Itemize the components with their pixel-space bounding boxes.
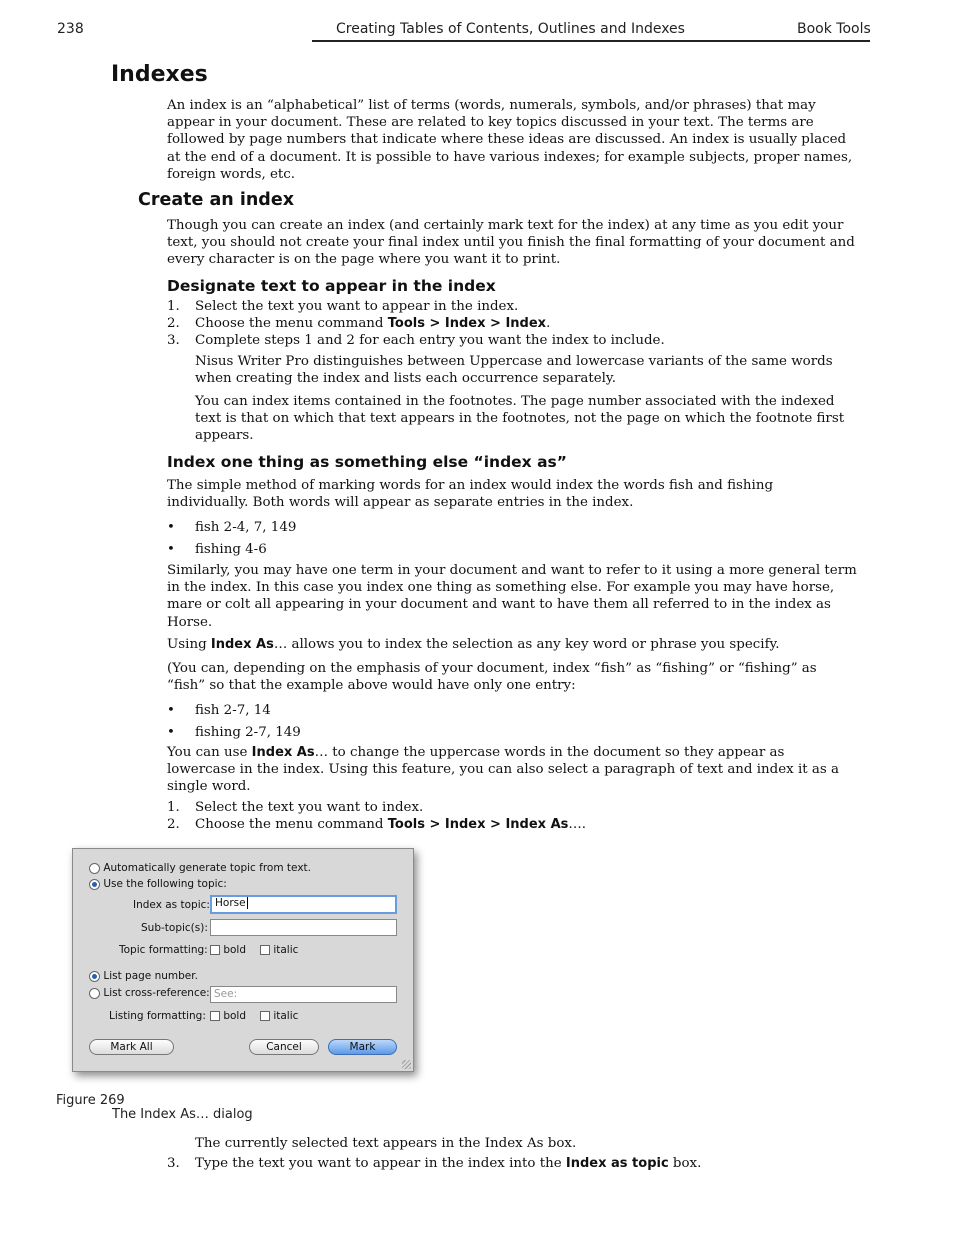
step-text: Complete steps 1 and 2 for each entry you want the index to include. bbox=[195, 333, 665, 348]
topic-italic-checkbox[interactable]: italic bbox=[260, 944, 298, 956]
radio-selected-icon bbox=[89, 879, 100, 890]
list-item bbox=[167, 315, 550, 332]
index-as-paragraph-5: You can use Index As… to change the uppercase words in the document so they appear as lowercase in the index. Using this feature, you can also select a paragraph of text and index it as a single word. bbox=[167, 745, 839, 795]
case-note: Nisus Writer Pro distinguishes between Uppercase and lowercase variants of the same words when creating the index and lists each occurrence separately. bbox=[195, 354, 833, 387]
step-text: Choose the menu command bbox=[195, 316, 388, 331]
step-number: 3. bbox=[167, 333, 180, 348]
radio-icon bbox=[89, 988, 100, 999]
step-text: Select the text you want to appear in the index. bbox=[195, 299, 519, 314]
step-number: 2. bbox=[167, 316, 180, 331]
bullet-text: fishing 2-7, 149 bbox=[195, 725, 301, 740]
selected-text-note: The currently selected text appears in the Index As box. bbox=[195, 1136, 577, 1151]
bullet-text: fish 2-7, 14 bbox=[195, 703, 271, 718]
step-number: 3. bbox=[167, 1156, 180, 1171]
step-number: 1. bbox=[167, 299, 180, 314]
field-name: Index as topic bbox=[565, 1156, 669, 1171]
listing-formatting-label: Listing formatting: bbox=[109, 1010, 206, 1022]
mark-button[interactable]: Mark bbox=[328, 1039, 397, 1055]
bullet-text: fish 2-4, 7, 149 bbox=[195, 520, 297, 535]
list-item: • fishing 4-6 bbox=[167, 542, 267, 557]
section-title: Book Tools bbox=[797, 21, 871, 37]
index-as-dialog bbox=[72, 848, 414, 1072]
create-index-heading: Create an index bbox=[138, 190, 294, 210]
checkbox-icon bbox=[260, 1011, 270, 1021]
radio-use-topic[interactable]: Use the following topic: bbox=[89, 878, 227, 890]
list-item: • fish 2-7, 14 bbox=[167, 703, 271, 718]
subtopic-label: Sub-topic(s): bbox=[141, 922, 208, 934]
footnote-note: You can index items contained in the footnotes. The page number associated with the indexed text is that on which that text appears in the footnotes, not the page on which the footnote first appears. bbox=[195, 394, 845, 444]
topic-formatting-label: Topic formatting: bbox=[119, 944, 208, 956]
list-item bbox=[167, 816, 586, 833]
listing-italic-checkbox[interactable]: italic bbox=[260, 1010, 298, 1022]
resize-grip-icon[interactable] bbox=[402, 1060, 411, 1069]
listing-bold-checkbox[interactable]: bold bbox=[210, 1010, 246, 1022]
index-as-paragraph-3: Using Index As… allows you to index the selection as any key word or phrase you specify. bbox=[167, 637, 780, 652]
radio-list-page-number[interactable]: List page number. bbox=[89, 970, 198, 982]
step-text: Select the text you want to index. bbox=[195, 800, 424, 815]
create-index-paragraph: Though you can create an index (and certainly mark text for the index) at any time as you edit your text, you should not create your final index until you finish the final formatting of your document and every character is on the page where you want it to print. bbox=[167, 218, 855, 268]
menu-command: Index As bbox=[251, 745, 315, 760]
index-as-paragraph-4: (You can, depending on the emphasis of your document, index “fish” as “fishing” or “fishing” as “fish” so that the example above would have only one entry: bbox=[167, 661, 817, 694]
chapter-title: Creating Tables of Contents, Outlines and Indexes bbox=[336, 21, 685, 37]
figure-number: Figure 269 bbox=[56, 1093, 125, 1108]
topic-bold-checkbox[interactable]: bold bbox=[210, 944, 246, 956]
page-heading: Indexes bbox=[111, 62, 208, 87]
list-item bbox=[167, 332, 665, 349]
index-as-paragraph-1: The simple method of marking words for an index would index the words fish and fishing individually. Both words will appear as separate entries in the index. bbox=[167, 478, 774, 511]
radio-selected-icon bbox=[89, 971, 100, 982]
radio-list-cross-reference[interactable]: List cross-reference: bbox=[89, 987, 210, 999]
designate-heading: Designate text to appear in the index bbox=[167, 277, 496, 295]
mark-all-button[interactable]: Mark All bbox=[89, 1039, 174, 1055]
list-item: • fishing 2-7, 149 bbox=[167, 725, 301, 740]
header-rule bbox=[312, 40, 870, 42]
radio-auto-generate[interactable]: Automatically generate topic from text. bbox=[89, 862, 311, 874]
intro-paragraph: An index is an “alphabetical” list of terms (words, numerals, symbols, and/or phrases) that may appear in your document. These are related to key topics discussed in your text. The terms are followed by page numbers that indicate where these ideas are discussed. An index is usually placed at the end of a document. It is possible to have various indexes; for example subjects, proper names, foreign words, etc. bbox=[167, 98, 853, 182]
checkbox-icon bbox=[260, 945, 270, 955]
index-as-topic-input[interactable]: Horse bbox=[210, 895, 397, 914]
index-as-paragraph-2: Similarly, you may have one term in your document and want to refer to it using a more general term in the index. In this case you index one thing as something else. For example you may have horse, mare or colt all appearing in your document and want to have them all referred to in the index as Horse. bbox=[167, 563, 857, 630]
step-text: …. bbox=[568, 817, 587, 832]
menu-command: Index As bbox=[210, 637, 274, 652]
list-item bbox=[167, 799, 423, 816]
step-text: Choose the menu command bbox=[195, 817, 388, 832]
step-number: 1. bbox=[167, 800, 180, 815]
menu-command: Tools > Index > Index As bbox=[387, 817, 569, 832]
checkbox-icon bbox=[210, 1011, 220, 1021]
radio-icon bbox=[89, 863, 100, 874]
cancel-button[interactable]: Cancel bbox=[249, 1039, 319, 1055]
subtopic-input[interactable] bbox=[210, 919, 397, 936]
bullet-text: fishing 4-6 bbox=[195, 542, 267, 557]
menu-command: Tools > Index > Index bbox=[387, 316, 547, 331]
list-item: 3. Type the text you want to appear in the index into the Index as topic box. bbox=[167, 1156, 702, 1171]
step-text: . bbox=[546, 316, 551, 331]
checkbox-icon bbox=[210, 945, 220, 955]
list-item: • fish 2-4, 7, 149 bbox=[167, 520, 297, 535]
list-item bbox=[167, 298, 518, 315]
figure-caption: The Index As… dialog bbox=[112, 1107, 253, 1122]
index-as-heading: Index one thing as something else “index as” bbox=[167, 453, 567, 471]
cross-reference-input[interactable]: See: bbox=[210, 986, 397, 1003]
step-number: 2. bbox=[167, 817, 180, 832]
index-as-topic-label: Index as topic: bbox=[133, 899, 210, 911]
page-number: 238 bbox=[57, 21, 84, 37]
